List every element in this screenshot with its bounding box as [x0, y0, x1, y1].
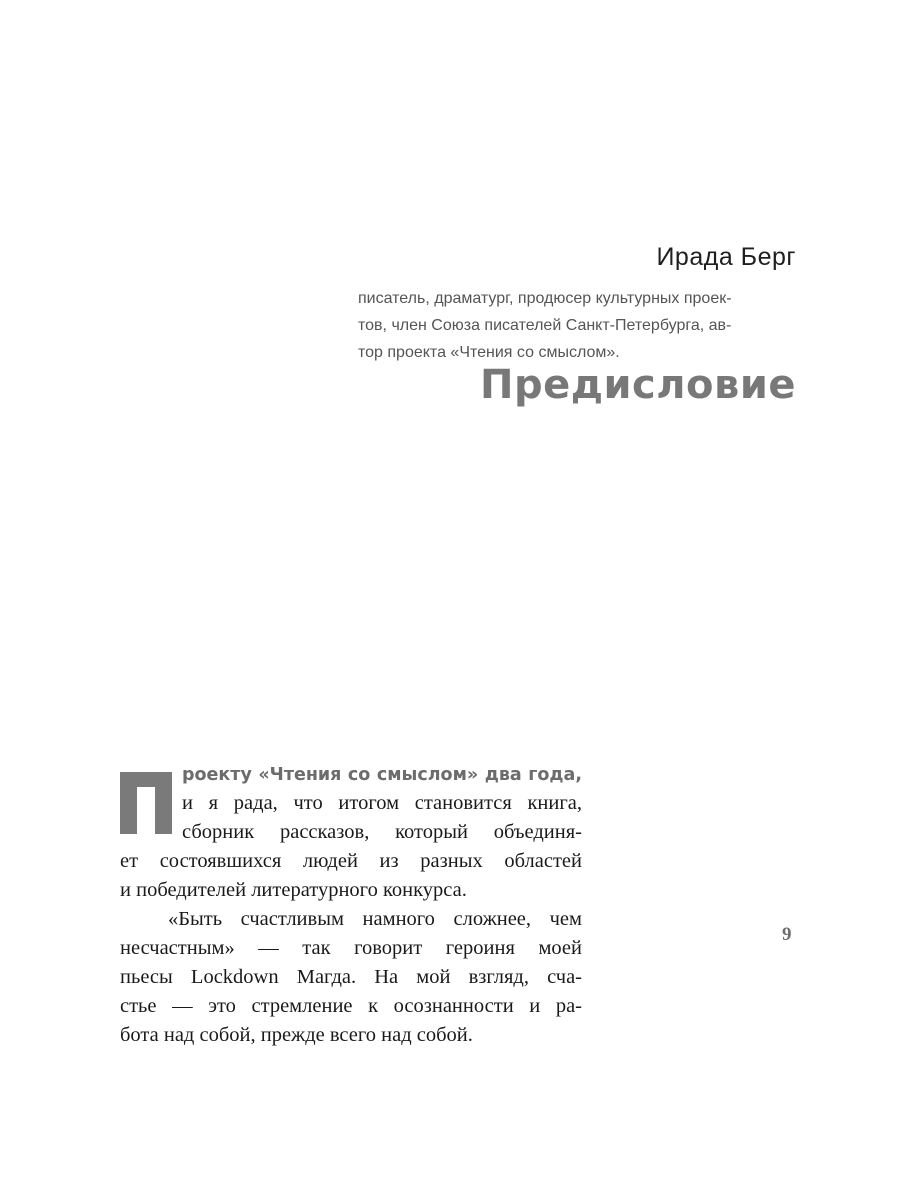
body-line: пьесы Lockdown Магда. На мой взгляд, сча-: [120, 966, 582, 988]
lead-in-text: роекту «Чтения со смыслом» два года,: [182, 765, 582, 785]
body-line: и победителей литературного конкурса.: [120, 879, 467, 901]
body-line: ет состоявшихся людей из разных областей: [120, 850, 582, 872]
author-bio-line: тор проекта «Чтения со смыслом».: [358, 344, 620, 361]
page-number: 9: [782, 924, 792, 945]
author-bio: [358, 285, 798, 366]
body-line: несчастным» — так говорит героиня моей: [120, 937, 582, 959]
author-bio-line: писатель, драматург, продюсер культурных проек-: [358, 290, 732, 307]
body-line: [182, 760, 582, 789]
body-line: сборник рассказов, который объединя-: [182, 821, 582, 843]
body-line: стье — это стремление к осознанности и ра-: [120, 995, 582, 1017]
body-text: [120, 760, 582, 1050]
body-line: «Быть счастливым намного сложнее, чем: [168, 908, 582, 930]
body-line: и я рада, что итогом становится книга,: [182, 792, 582, 814]
author-name: Ирада Берг: [656, 243, 796, 271]
author-bio-line: тов, член Союза писателей Санкт-Петербурга, ав-: [358, 317, 732, 334]
body-line: бота над собой, прежде всего над собой.: [120, 1024, 473, 1046]
chapter-title: Предисловие: [479, 362, 796, 408]
